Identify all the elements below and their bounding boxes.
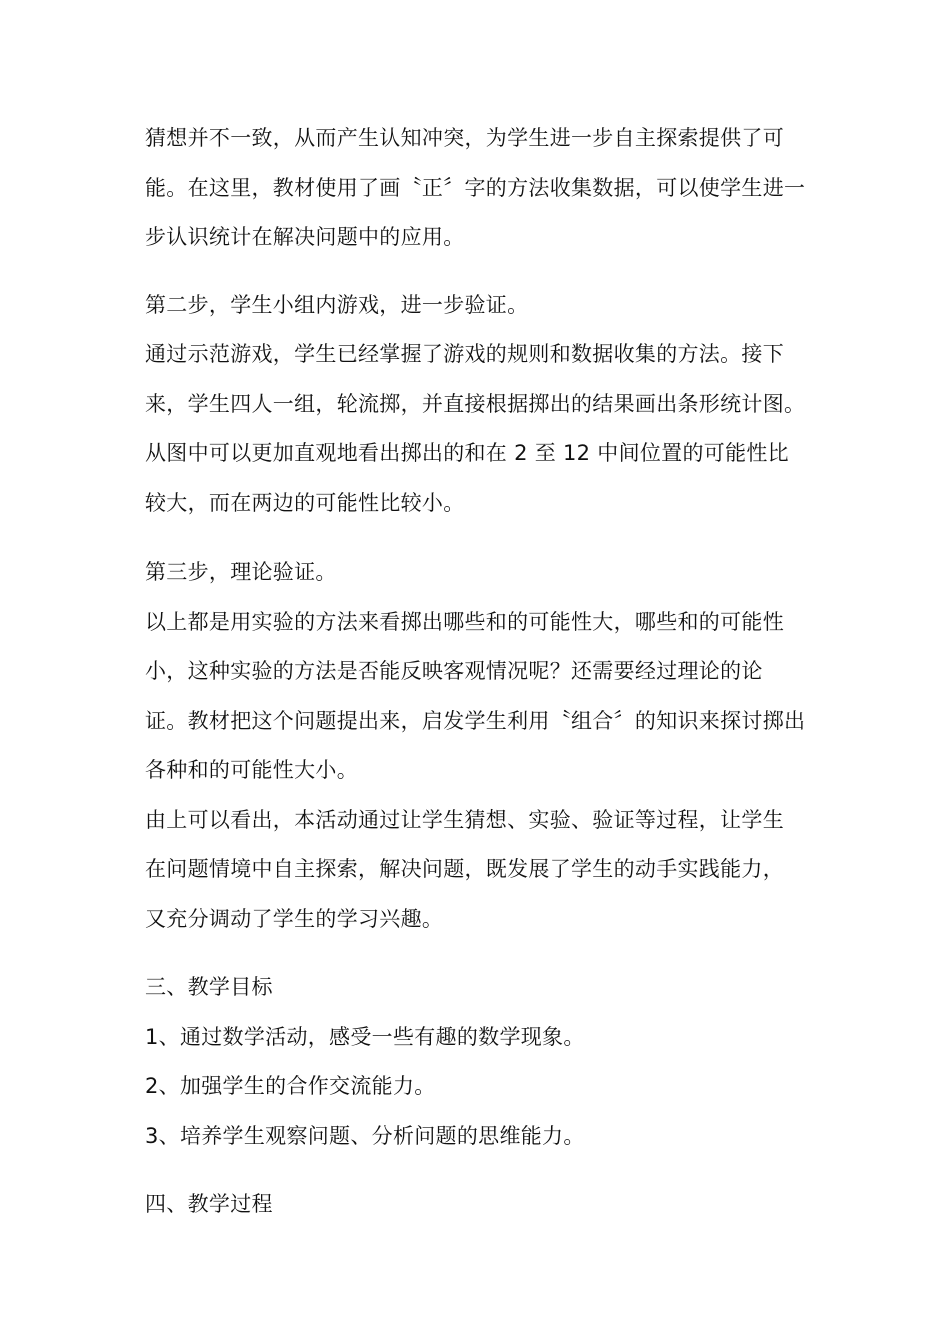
paragraph-line: 从图中可以更加直观地看出掷出的和在 2 至 12 中间位置的可能性比 bbox=[145, 441, 789, 465]
paragraph-line: 来，学生四人一组，轮流掷，并直接根据掷出的结果画出条形统计图。 bbox=[145, 392, 806, 416]
paragraph-line: 证。教材把这个问题提出来，启发学生利用〝组合〞的知识来探讨掷出 bbox=[145, 709, 806, 733]
section-4-heading: 四、教学过程 bbox=[145, 1192, 273, 1216]
paragraph-line: 通过示范游戏，学生已经掌握了游戏的规则和数据收集的方法。接下 bbox=[145, 342, 784, 366]
objective-item: 2、加强学生的合作交流能力。 bbox=[145, 1074, 436, 1098]
step-2-heading: 第二步，学生小组内游戏，进一步验证。 bbox=[145, 293, 529, 317]
paragraph-line: 在问题情境中自主探索，解决问题，既发展了学生的动手实践能力， bbox=[145, 857, 784, 881]
section-3-heading: 三、教学目标 bbox=[145, 975, 273, 999]
paragraph-line: 能。在这里，教材使用了画〝正〞字的方法收集数据，可以使学生进一 bbox=[145, 176, 806, 200]
objective-item: 1、通过数学活动，感受一些有趣的数学现象。 bbox=[145, 1025, 585, 1049]
paragraph-line: 较大，而在两边的可能性比较小。 bbox=[145, 491, 465, 515]
paragraph-line: 以上都是用实验的方法来看掷出哪些和的可能性大，哪些和的可能性 bbox=[145, 610, 784, 634]
paragraph-line: 小，这种实验的方法是否能反映客观情况呢？还需要经过理论的论 bbox=[145, 659, 763, 683]
paragraph-line: 又充分调动了学生的学习兴趣。 bbox=[145, 907, 444, 931]
objective-item: 3、培养学生观察问题、分析问题的思维能力。 bbox=[145, 1124, 585, 1148]
step-3-heading: 第三步，理论验证。 bbox=[145, 560, 337, 584]
paragraph-line: 各种和的可能性大小。 bbox=[145, 758, 358, 782]
paragraph-line: 猜想并不一致，从而产生认知冲突，为学生进一步自主探索提供了可 bbox=[145, 126, 784, 150]
paragraph-line: 步认识统计在解决问题中的应用。 bbox=[145, 225, 465, 249]
paragraph-line: 由上可以看出，本活动通过让学生猜想、实验、验证等过程，让学生 bbox=[145, 808, 784, 832]
